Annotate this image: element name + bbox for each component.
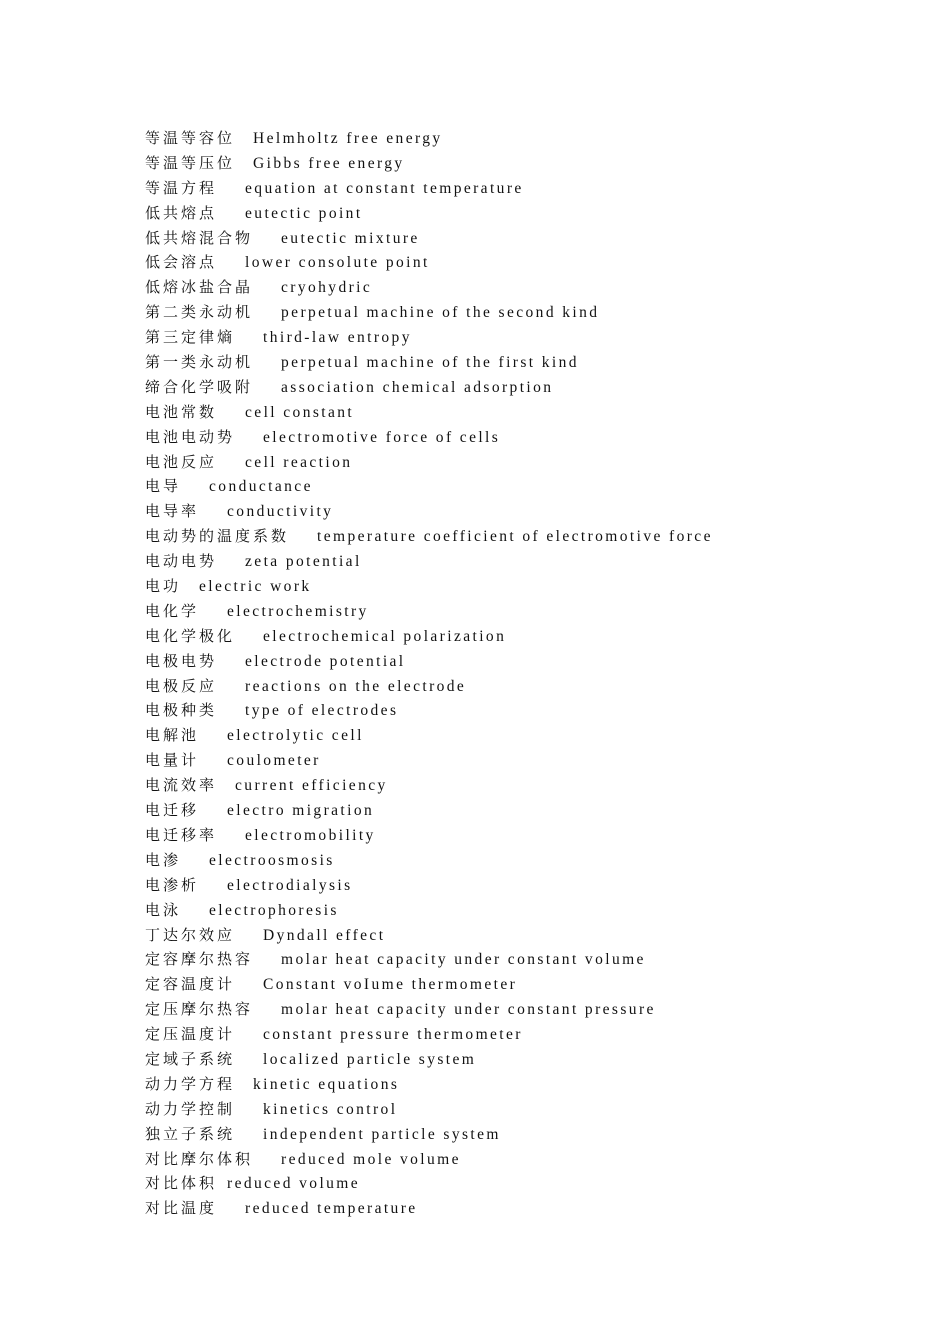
term-english: zeta potential [245, 553, 362, 571]
glossary-entry [145, 126, 905, 151]
glossary-entry [145, 1022, 905, 1047]
glossary-entry [145, 226, 905, 251]
term-chinese: 电池电动势 [145, 427, 236, 446]
glossary-entry [145, 1097, 905, 1122]
term-chinese: 电极种类 [145, 701, 218, 720]
term-english: perpetual machine of the first kind [281, 354, 579, 372]
term-english: kinetic equations [253, 1075, 400, 1093]
glossary-entry [145, 947, 905, 972]
term-chinese: 对比温度 [145, 1199, 218, 1218]
glossary-entry [145, 250, 905, 275]
term-chinese: 定容摩尔热容 [145, 950, 254, 969]
term-english: electric work [199, 578, 312, 596]
term-english: Constant voIume thermometer [263, 976, 518, 994]
term-english: reduced temperature [245, 1200, 418, 1218]
glossary-entry [145, 474, 905, 499]
term-english: constant pressure thermometer [263, 1026, 523, 1044]
term-english: independent particle system [263, 1125, 501, 1143]
glossary-entry [145, 275, 905, 300]
term-english: reactions on the electrode [245, 677, 467, 695]
term-chinese: 电导 [145, 477, 182, 496]
glossary-entry [145, 1147, 905, 1172]
term-chinese: 低共熔混合物 [145, 228, 254, 247]
term-chinese: 缔合化学吸附 [145, 377, 254, 396]
term-chinese: 电化学极化 [145, 626, 236, 645]
term-chinese: 电功 [145, 577, 182, 596]
term-chinese: 动力学方程 [145, 1074, 236, 1093]
term-english: eutectic point [245, 204, 363, 222]
term-chinese: 电池反应 [145, 452, 218, 471]
glossary-entry [145, 723, 905, 748]
term-chinese: 动力学控制 [145, 1099, 236, 1118]
term-chinese: 电迁移 [145, 801, 200, 820]
term-english: Gibbs free energy [253, 154, 405, 172]
glossary-entry [145, 1122, 905, 1147]
term-english: cryohydric [281, 279, 373, 297]
term-chinese: 对比摩尔体积 [145, 1149, 254, 1168]
glossary-entry [145, 524, 905, 549]
glossary-entry [145, 698, 905, 723]
term-english: reduced mole volume [281, 1150, 461, 1168]
term-english: equation at constant temperature [245, 179, 524, 197]
glossary-entry [145, 1171, 905, 1196]
glossary-entry [145, 574, 905, 599]
term-english: Helmholtz free energy [253, 130, 443, 147]
term-english: electrophoresis [209, 901, 339, 919]
term-chinese: 电极反应 [145, 676, 218, 695]
term-chinese: 电迁移率 [145, 825, 218, 844]
term-english: electrochemistry [227, 602, 369, 620]
term-english: cell constant [245, 403, 355, 421]
term-english: coulometer [227, 752, 321, 770]
term-english: molar heat capacity under constant volume [281, 951, 646, 969]
term-chinese: 电动电势 [145, 552, 218, 571]
glossary-entry [145, 1196, 905, 1221]
term-chinese: 电渗析 [145, 875, 200, 894]
term-english: conductance [209, 478, 313, 496]
glossary-entry [145, 798, 905, 823]
term-english: localized particle system [263, 1050, 477, 1068]
term-chinese: 定压摩尔热容 [145, 1000, 254, 1019]
term-english: molar heat capacity under constant pressure [281, 1001, 656, 1019]
glossary-entry [145, 176, 905, 201]
term-chinese: 电解池 [145, 726, 200, 745]
glossary-entry [145, 923, 905, 948]
term-chinese: 电量计 [145, 751, 200, 770]
glossary-entry [145, 375, 905, 400]
glossary-entry [145, 325, 905, 350]
term-english: kinetics control [263, 1100, 398, 1118]
term-english: electromobility [245, 826, 376, 844]
glossary-entry [145, 151, 905, 176]
term-chinese: 对比体积 [145, 1174, 218, 1193]
term-english: type of electrodes [245, 702, 399, 720]
glossary-entry [145, 848, 905, 873]
glossary-entry [145, 1072, 905, 1097]
term-english: current efficiency [235, 777, 388, 795]
term-english: reduced volume [227, 1175, 361, 1193]
glossary-entry [145, 649, 905, 674]
term-chinese: 电极电势 [145, 651, 218, 670]
glossary-list [145, 126, 905, 1221]
term-english: electromotive force of cells [263, 428, 501, 446]
term-chinese: 等温等容位 [145, 129, 236, 147]
term-english: association chemical adsorption [281, 378, 554, 396]
term-chinese: 低会溶点 [145, 253, 218, 272]
term-chinese: 电动势的温度系数 [145, 527, 290, 546]
glossary-entry [145, 400, 905, 425]
glossary-entry [145, 773, 905, 798]
glossary-entry [145, 599, 905, 624]
term-english: electrolytic cell [227, 727, 364, 745]
term-chinese: 第三定律熵 [145, 328, 236, 347]
term-chinese: 等温等压位 [145, 153, 236, 172]
term-chinese: 低熔冰盐合晶 [145, 278, 254, 297]
term-english: temperature coefficient of electromotive force [317, 528, 713, 546]
term-chinese: 定容温度计 [145, 975, 236, 994]
glossary-entry [145, 898, 905, 923]
term-english: electrode potential [245, 652, 406, 670]
glossary-entry [145, 549, 905, 574]
term-english: electroosmosis [209, 851, 335, 869]
term-english: Dyndall effect [263, 926, 386, 944]
term-chinese: 电池常数 [145, 402, 218, 421]
glossary-entry [145, 997, 905, 1022]
glossary-entry [145, 624, 905, 649]
glossary-entry [145, 972, 905, 997]
term-chinese: 电泳 [145, 900, 182, 919]
term-english: lower consolute point [245, 254, 430, 272]
term-chinese: 电渗 [145, 850, 182, 869]
term-chinese: 第一类永动机 [145, 353, 254, 372]
term-chinese: 定压温度计 [145, 1025, 236, 1044]
glossary-entry [145, 1047, 905, 1072]
glossary-entry [145, 674, 905, 699]
term-chinese: 等温方程 [145, 178, 218, 197]
term-english: electrochemical polarization [263, 627, 507, 645]
term-chinese: 电化学 [145, 601, 200, 620]
term-chinese: 丁达尔效应 [145, 925, 236, 944]
glossary-entry [145, 499, 905, 524]
term-english: eutectic mixture [281, 229, 420, 247]
glossary-entry [145, 873, 905, 898]
term-english: electrodialysis [227, 876, 353, 894]
term-english: cell reaction [245, 453, 353, 471]
glossary-entry [145, 748, 905, 773]
glossary-entry [145, 425, 905, 450]
glossary-entry [145, 450, 905, 475]
term-chinese: 电流效率 [145, 776, 218, 795]
term-english: third-law entropy [263, 329, 412, 347]
term-english: perpetual machine of the second kind [281, 304, 600, 322]
term-chinese: 低共熔点 [145, 203, 218, 222]
glossary-entry [145, 201, 905, 226]
term-english: conductivity [227, 503, 334, 521]
term-chinese: 定域子系统 [145, 1049, 236, 1068]
term-chinese: 第二类永动机 [145, 303, 254, 322]
term-chinese: 独立子系统 [145, 1124, 236, 1143]
term-english: electro migration [227, 802, 375, 820]
glossary-entry [145, 823, 905, 848]
glossary-entry [145, 300, 905, 325]
term-chinese: 电导率 [145, 502, 200, 521]
glossary-entry [145, 350, 905, 375]
